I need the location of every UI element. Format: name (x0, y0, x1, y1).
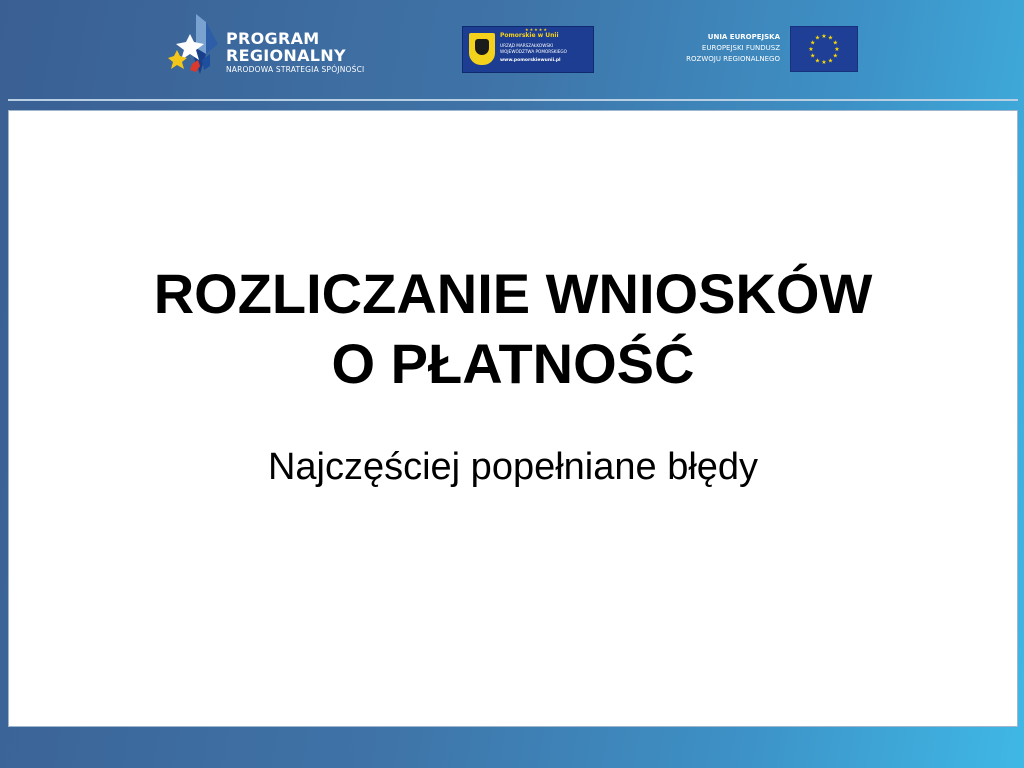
eu-logo-line1: UNIA EUROPEJSKA (707, 33, 780, 41)
eu-star-icon: ★ (832, 40, 838, 47)
pomorskie-logo-line2: WOJEWÓDZTWA POMORSKIEGO (500, 49, 567, 54)
eu-star-icon: ★ (810, 53, 816, 60)
slide-title-line2: O PŁATNOŚĆ (331, 332, 695, 395)
eu-star-icon: ★ (821, 34, 827, 40)
program-regionalny-star-icon (166, 14, 220, 82)
eu-flag-icon (790, 26, 858, 72)
eu-logo-line3: ROZWOJU REGIONALNEGO (686, 54, 780, 63)
eu-star-icon: ★ (808, 47, 814, 53)
header-divider (8, 99, 1018, 101)
eu-star-icon: ★ (834, 47, 840, 53)
pomorskie-logo-title: Pomorskie w Unii (500, 32, 559, 39)
eu-star-icon: ★ (810, 40, 816, 47)
slide-title (9, 259, 1017, 399)
eu-star-icon: ★ (821, 60, 827, 66)
program-logo-line1: PROGRAM (226, 29, 320, 48)
eu-star-icon: ★ (814, 58, 821, 65)
eu-logo-text (640, 32, 780, 64)
slide-title-line1: ROZLICZANIE WNIOSKÓW (153, 262, 873, 325)
pomorskie-logo-url: www.pomorskiewunii.pl (500, 58, 561, 63)
program-logo-line2: REGIONALNY (226, 46, 346, 65)
eu-star-icon: ★ (832, 53, 838, 60)
program-regionalny-text (226, 30, 364, 76)
eu-star-icon: ★ (827, 58, 834, 65)
header-bar (0, 0, 1024, 98)
program-regionalny-logo (166, 14, 396, 84)
eu-star-icon: ★ (814, 35, 821, 42)
eu-star-icon: ★ (827, 35, 834, 42)
pomorskie-crest-icon (469, 33, 495, 65)
eu-logo-line2: EUROPEJSKI FUNDUSZ (701, 44, 780, 52)
pomorskie-logo-line1: URZĄD MARSZAŁKOWSKI (500, 43, 553, 48)
pomorskie-stars-icon: ★★★★★ (525, 27, 548, 32)
slide-subtitle: Najczęściej popełniane błędy (267, 446, 759, 488)
program-logo-subtitle: NARODOWA STRATEGIA SPÓJNOŚCI (226, 65, 365, 74)
eu-stars-ring (791, 27, 857, 71)
pomorskie-w-unii-logo (462, 26, 594, 73)
slide-content-panel (8, 110, 1018, 727)
